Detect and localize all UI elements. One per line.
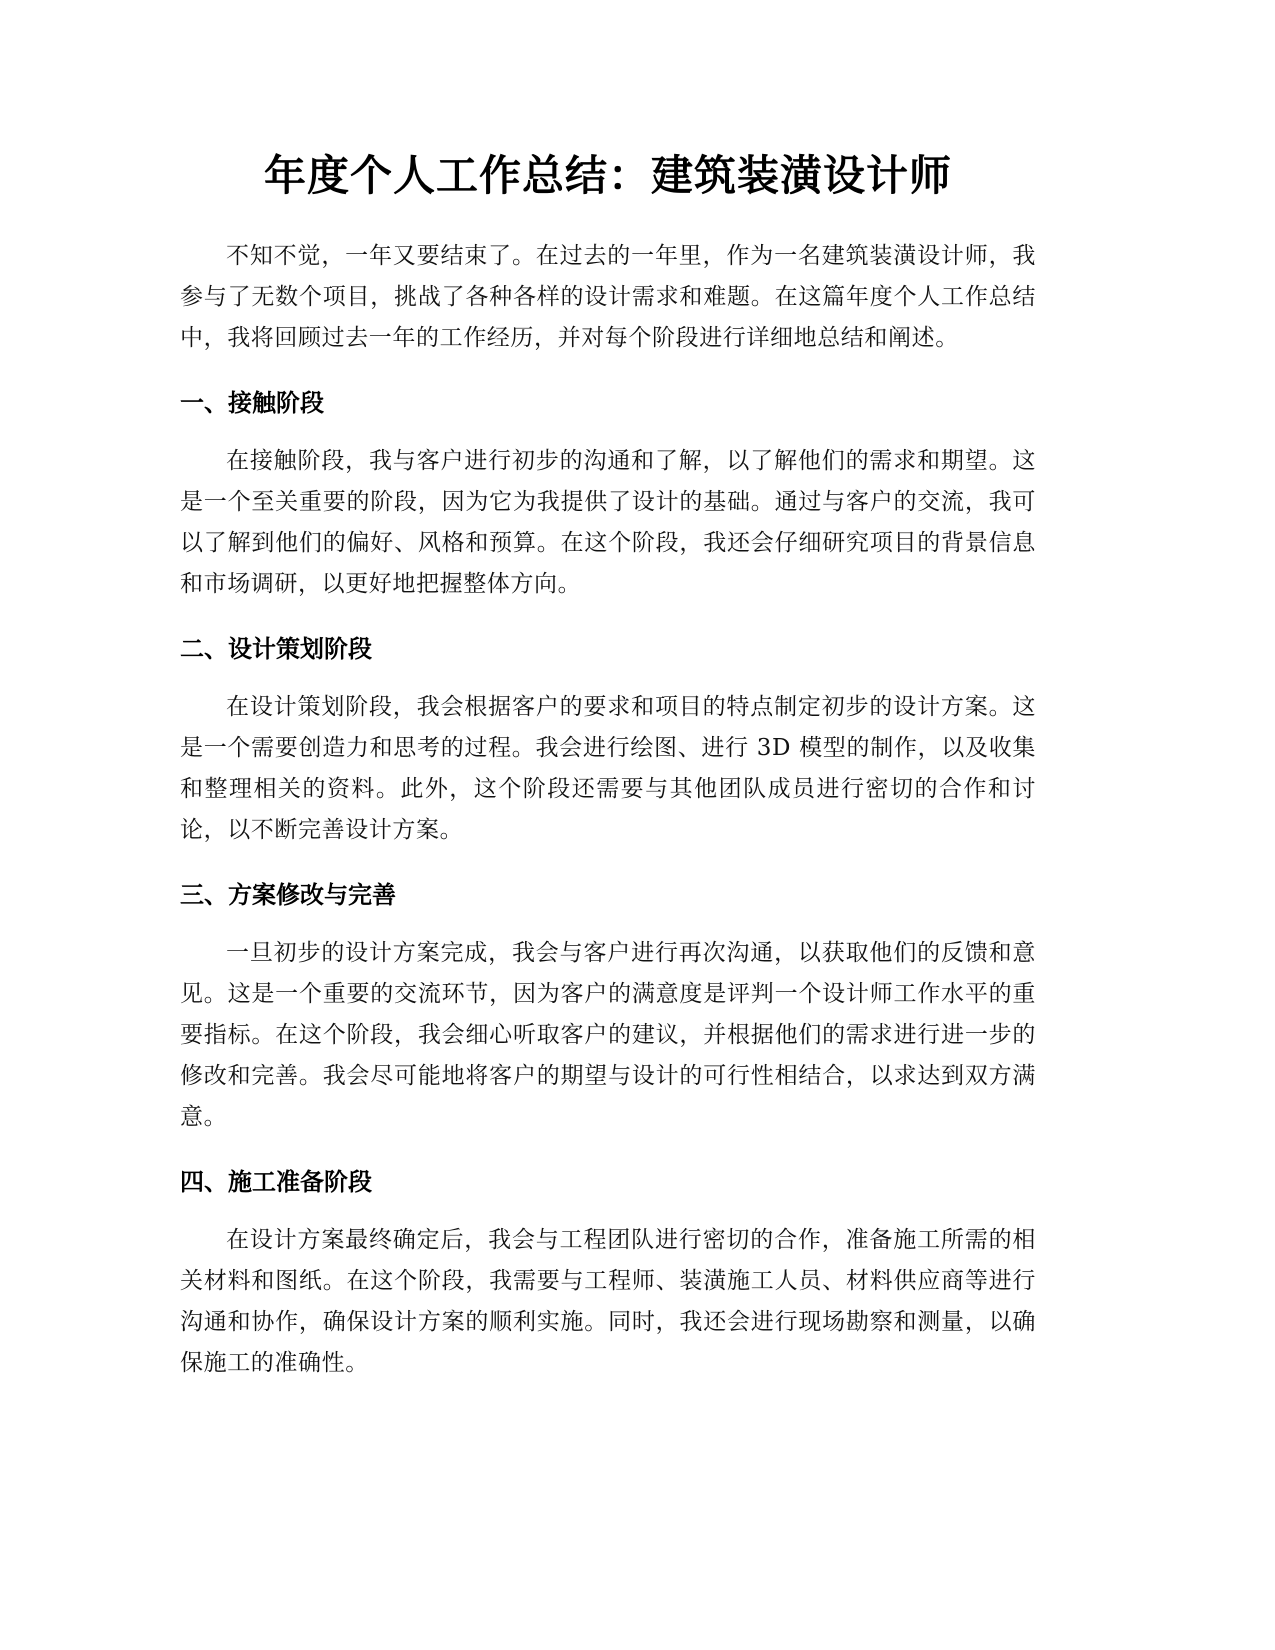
section-3 (180, 879, 1036, 1138)
section-2 (180, 633, 1036, 851)
section-body: 在设计方案最终确定后，我会与工程团队进行密切的合作，准备施工所需的相关材料和图纸。在这个阶段，我需要与工程师、装潢施工人员、材料供应商等进行沟通和协作，确保设计方案的顺利实施。同时，我还会进行现场勘察和测量，以确保施工的准确性。 (180, 1227, 1036, 1376)
document-title: 年度个人工作总结：建筑装潢设计师 (263, 151, 952, 200)
section-4 (180, 1166, 1036, 1384)
section-1 (180, 387, 1036, 605)
section-heading: 二、设计策划阶段 (180, 635, 372, 663)
section-heading: 三、方案修改与完善 (180, 881, 396, 909)
section-body: 在接触阶段，我与客户进行初步的沟通和了解，以了解他们的需求和期望。这是一个至关重要的阶段，因为它为我提供了设计的基础。通过与客户的交流，我可以了解到他们的偏好、风格和预算。在这个阶段，我还会仔细研究项目的背景信息和市场调研，以更好地把握整体方向。 (180, 448, 1036, 597)
section-heading: 四、施工准备阶段 (180, 1168, 372, 1196)
intro-paragraph: 不知不觉，一年又要结束了。在过去的一年里，作为一名建筑装潢设计师，我参与了无数个项目，挑战了各种各样的设计需求和难题。在这篇年度个人工作总结中，我将回顾过去一年的工作经历，并对每个阶段进行详细地总结和阐述。 (180, 243, 1036, 351)
section-body: 在设计策划阶段，我会根据客户的要求和项目的特点制定初步的设计方案。这是一个需要创造力和思考的过程。我会进行绘图、进行 3D 模型的制作，以及收集和整理相关的资料。此外，这个阶段还需要与其他团队成员进行密切的合作和讨论，以不断完善设计方案。 (180, 694, 1036, 843)
section-body: 一旦初步的设计方案完成，我会与客户进行再次沟通，以获取他们的反馈和意见。这是一个重要的交流环节，因为客户的满意度是评判一个设计师工作水平的重要指标。在这个阶段，我会细心听取客户的建议，并根据他们的需求进行进一步的修改和完善。我会尽可能地将客户的期望与设计的可行性相结合，以求达到双方满意。 (180, 940, 1036, 1130)
document-page (180, 150, 1036, 1384)
section-heading: 一、接触阶段 (180, 389, 324, 417)
